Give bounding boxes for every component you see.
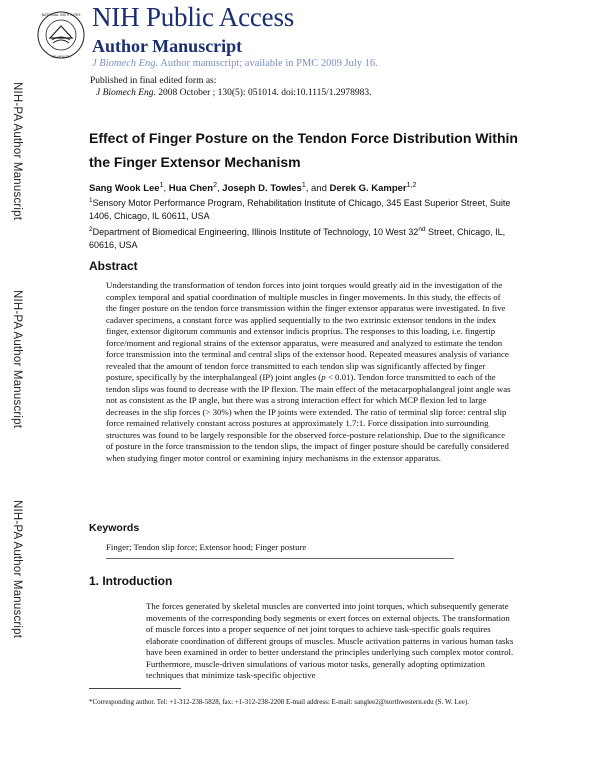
abstract-text-a: Understanding the transformation of tendon forces into joint torques would greatly aid in the investigation of the complex temporal and spatial coordination of multiple muscles in finger movements. In this study, the effects of the finger posture on the tendon force transmission within the finger extensor apparatus were investigated. In five cadaver specimens, a constant force was applied sequentially to the two extrinsic extensor tendons in the index finger, extensor digitorum communis and extensor indicis proprius. The responses to this loading, i.e. fingertip force/moment and regional strains of the extensor apparatus, were measured and analyzed to estimate the tendon force transmission into the terminal and central slips of the extensor hood. Repeated measures analysis of variance revealed that the amount of tendon force transmitted to each tendon slip was significantly affected by finger posture, specifically by the interphalangeal (IP) joint angles ( bbox=[106, 280, 509, 382]
affiliation-text-b: Street, Chicago, IL, 60616, USA bbox=[89, 227, 506, 250]
side-watermark-2: NIH-PA Author Manuscript bbox=[11, 290, 23, 429]
citation-line bbox=[96, 88, 372, 98]
author-name: Derek G. Kamper bbox=[329, 183, 407, 195]
author-affiliation-mark: 1 bbox=[159, 182, 164, 189]
corresponding-author-footnote: *Corresponding author. Tel: +1-312-238-5828, fax: +1-312-238-2208 E-mail address: E-mail: sanglee2@northwestern.edu (S. W. Lee). bbox=[89, 698, 469, 706]
abstract-body bbox=[106, 280, 512, 464]
abstract-text-b: < 0.01). Tendon force transmitted to each of the tendon slips was found to decrease with the IP flexion. The main effect of the metacarpophalangeal joint angle was not as consistent as the IP angle, but there was a strong interaction effect for which MCP flexion led to large decreases in the slip forces (> 30%) when the IP joints were extended. The ratio of terminal slip force: central slip force remained relatively constant across postures at approximately 1.7:1. Force dissipation into surrounding structures was found to be largely responsible for the observed force-posture relationship. Due to the significance of posture in the force transmission to the tendon slips, the impact of finger posture should be carefully considered when studying finger motor control or examining injury mechanisms in the extensor apparatus. bbox=[106, 372, 511, 463]
author-affiliation-mark: 2 bbox=[213, 182, 217, 189]
side-watermark-3: NIH-PA Author Manuscript bbox=[11, 500, 23, 639]
availability-journal: J Biomech Eng. bbox=[92, 58, 159, 69]
keywords-divider bbox=[106, 558, 454, 559]
author-list bbox=[89, 182, 416, 194]
keywords-heading: Keywords bbox=[89, 522, 140, 534]
author-name: Joseph D. Towles bbox=[222, 183, 302, 195]
footnote-divider bbox=[89, 688, 181, 689]
article-title: Effect of Finger Posture on the Tendon Force Distribution Within the Finger Extensor Mechanism bbox=[89, 130, 518, 170]
nih-seal-logo bbox=[36, 8, 86, 62]
author-separator: , bbox=[217, 183, 223, 195]
author-affiliation-mark: 1 bbox=[301, 182, 306, 189]
availability-note bbox=[92, 58, 378, 69]
author-separator: , bbox=[163, 183, 169, 195]
svg-text:OF HEALTH: OF HEALTH bbox=[51, 55, 71, 59]
author-manuscript-label: Author Manuscript bbox=[92, 36, 243, 56]
availability-rest: Author manuscript; available in PMC 2009 July 16. bbox=[158, 58, 378, 69]
svg-text:NATIONAL INSTITUTES: NATIONAL INSTITUTES bbox=[41, 13, 81, 17]
affiliation-ordinal: nd bbox=[418, 226, 426, 233]
author-separator: , and bbox=[305, 183, 330, 195]
affiliation-text-a: Department of Biomedical Engineering, Illinois Institute of Technology, 10 West 32 bbox=[92, 227, 419, 237]
introduction-heading: 1. Introduction bbox=[89, 574, 173, 588]
side-watermark-1: NIH-PA Author Manuscript bbox=[11, 82, 23, 221]
abstract-heading: Abstract bbox=[89, 259, 138, 273]
affiliation-mark: 2 bbox=[89, 226, 93, 233]
citation-rest: 2008 October ; 130(5): 051014. doi:10.1115/1.2978983. bbox=[155, 88, 372, 98]
published-in-label: Published in final edited form as: bbox=[90, 76, 217, 86]
affiliation-2 bbox=[89, 223, 529, 252]
affiliation-1 bbox=[89, 194, 529, 223]
nih-public-access-title: NIH Public Access bbox=[92, 2, 295, 32]
citation-journal: J Biomech Eng. bbox=[96, 88, 156, 98]
keywords-list: Finger; Tendon slip force; Extensor hood; Finger posture bbox=[106, 542, 307, 552]
author-affiliation-mark: 1,2 bbox=[406, 182, 417, 189]
introduction-body: The forces generated by skeletal muscles are converted into joint torques, which subsequently generate movements of the corresponding body segments or exert forces on external objects. The transformation of muscle forces into a proper sequence of net joint torques to achieve task-specific goals requires elaborate coordination of different groups of muscles. Muscle activation patterns in various human tasks have been examined in order to better understand the principles underlying such complex motor control. Furthermore, muscle-driven simulations of various motor tasks, generally adopting optimization techniques that minimize task-specific objective bbox=[146, 601, 514, 680]
affiliation-text: Sensory Motor Performance Program, Rehabilitation Institute of Chicago, 345 East Superior Street, Suite 1406, Chicago, IL 60611, USA bbox=[89, 198, 511, 221]
author-name: Sang Wook Lee bbox=[89, 183, 160, 195]
affiliation-mark: 1 bbox=[89, 197, 93, 204]
author-name: Hua Chen bbox=[168, 183, 214, 195]
abstract-p-symbol: p bbox=[321, 372, 326, 382]
